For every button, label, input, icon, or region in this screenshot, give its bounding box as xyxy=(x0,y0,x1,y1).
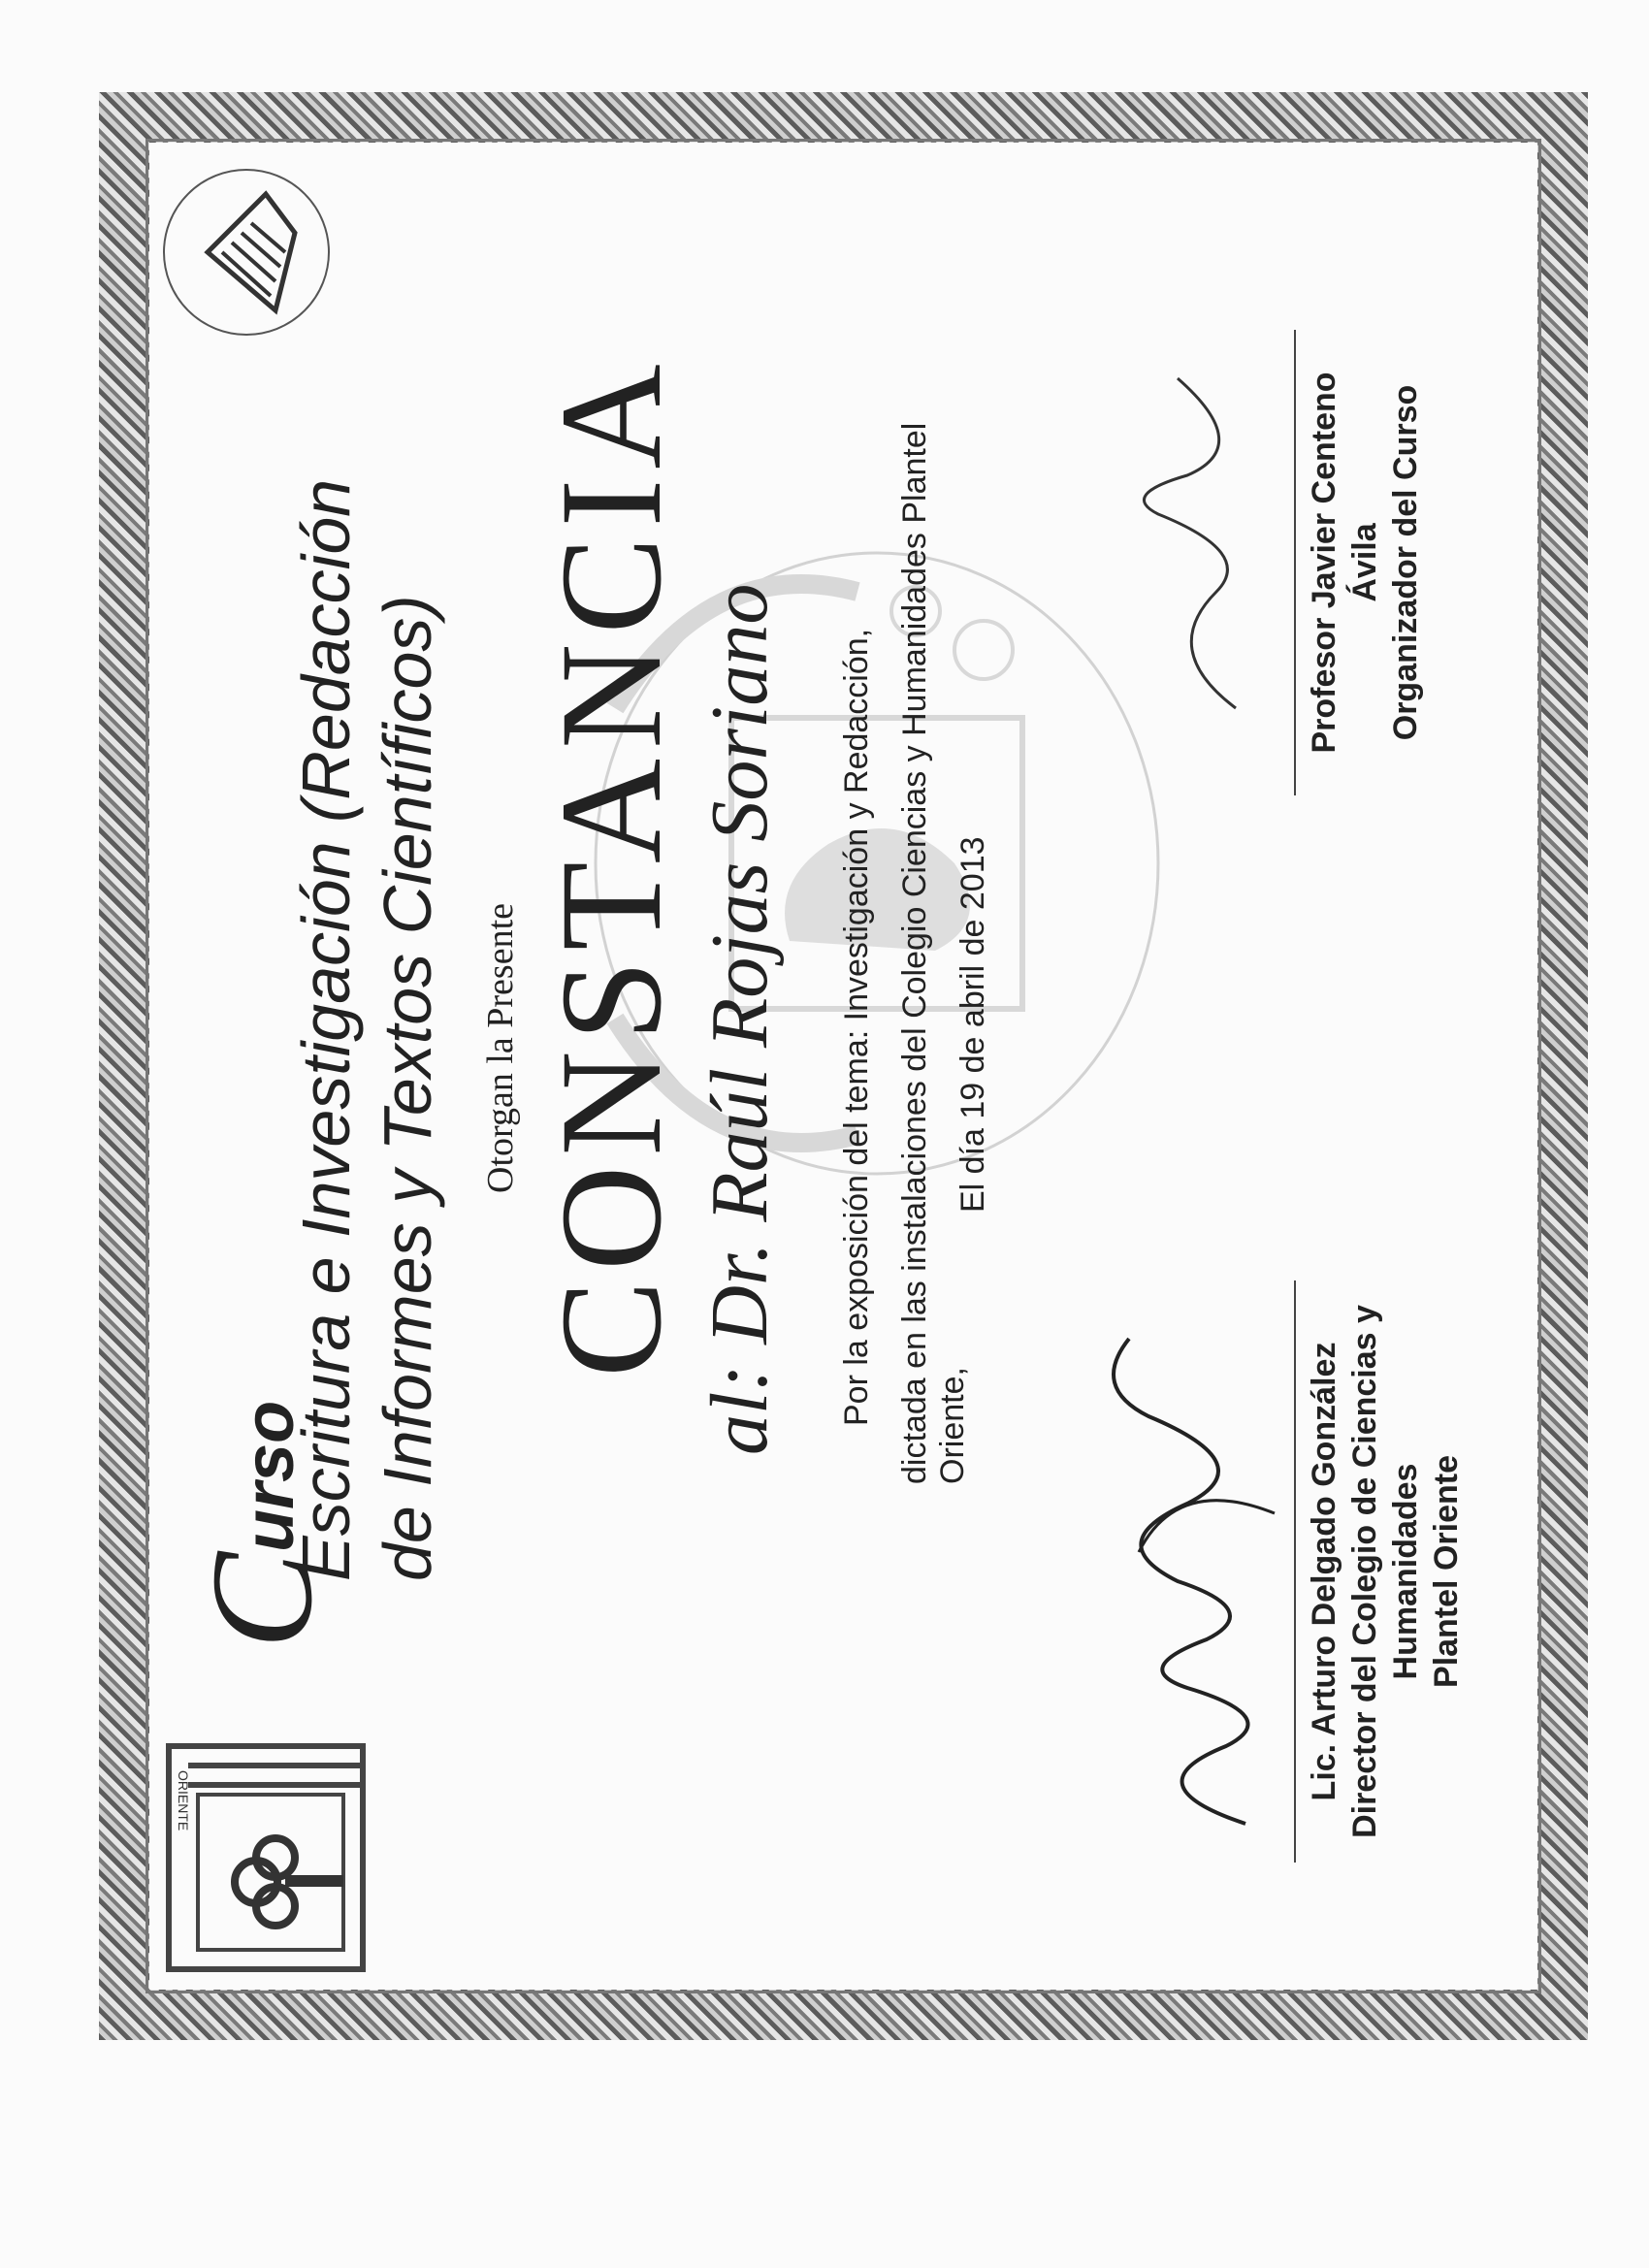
right-signature-line xyxy=(1294,330,1296,795)
course-label-rest: urso xyxy=(231,1400,308,1552)
date-line: El día 19 de abril de 2013 xyxy=(954,836,991,1213)
description-line2: dictada en las instalaciones del Colegio Ciencias y Humanidades Plantel Oriente, xyxy=(896,422,971,1484)
course-title xyxy=(285,320,448,1581)
course-title-line2: de Informes y Textos Científicos) xyxy=(370,595,445,1581)
left-signature xyxy=(1100,1300,1294,1843)
certificate xyxy=(149,146,1536,1989)
right-signatory xyxy=(1304,330,1426,795)
left-signatory-role: Director del Colegio de Ciencias y Humanidades xyxy=(1346,1305,1424,1838)
left-signatory-campus: Plantel Oriente xyxy=(1428,1455,1465,1688)
plantel-oriente-logo xyxy=(159,1727,382,1979)
left-signatory xyxy=(1304,1300,1467,1843)
right-signatory-name: Profesor Javier Centeno Ávila xyxy=(1306,372,1383,754)
course-title-line1: Escritura e Investigación (Redacción xyxy=(288,478,364,1581)
right-signatory-role: Organizador del Curso xyxy=(1387,384,1424,741)
right-signature xyxy=(1119,340,1294,728)
recipient-name: al: Dr. Raúl Rojas Soriano xyxy=(695,583,785,1455)
left-signatory-name: Lic. Arturo Delgado González xyxy=(1306,1342,1342,1801)
description-line1: Por la exposición del tema: Investigación y Redacción, xyxy=(838,628,875,1426)
course-initial: C xyxy=(181,1551,342,1649)
oriente-label: ORIENTE xyxy=(176,1770,191,1831)
left-signature-line xyxy=(1294,1280,1296,1863)
certificate-heading: CONSTANCIA xyxy=(531,354,692,1377)
otorgan-text: Otorgan la Presente xyxy=(480,903,521,1193)
